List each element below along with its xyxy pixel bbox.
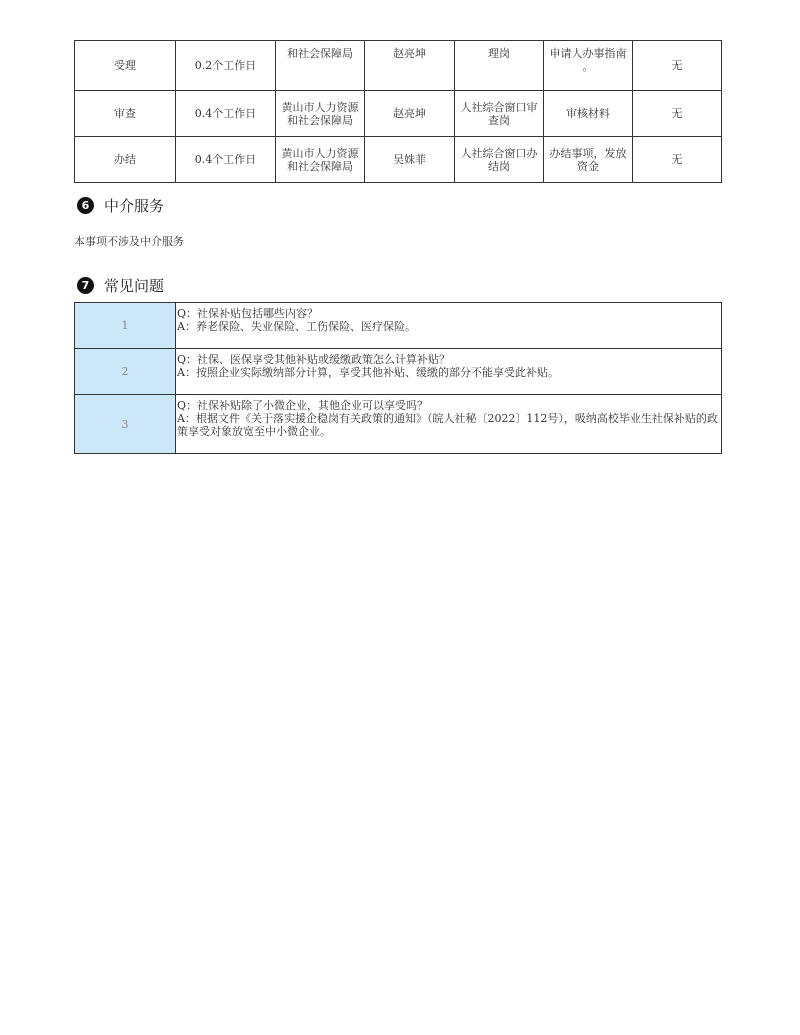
criteria-line: 申请人办事指南 [549, 47, 627, 60]
faq-question: Q：社保补贴除了小微企业，其他企业可以享受吗？ [177, 399, 429, 412]
section-6-header [77, 195, 164, 216]
step-cell: 审查 [75, 91, 176, 137]
step-cell: 办结 [75, 137, 176, 183]
dept-cell: 黄山市人力资源和社会保障局 [276, 137, 365, 183]
person-cell: 赵亮坤 [365, 91, 455, 137]
faq-row [75, 303, 722, 349]
section-7-header [77, 275, 164, 296]
intermediary-note: 本事项不涉及中介服务 [74, 235, 184, 248]
criteria-line: 办结事项，发放资金 [549, 146, 627, 173]
time-cell: 0.2个工作日 [176, 41, 276, 91]
dept-cell: 黄山市人力资源和社会保障局 [276, 91, 365, 137]
fee-cell: 无 [633, 41, 722, 91]
faq-row [75, 395, 722, 454]
faq-table [74, 302, 722, 454]
criteria-cell [544, 41, 633, 91]
post-cell: 理岗 [455, 41, 544, 91]
process-row [75, 137, 722, 183]
fee-cell: 无 [633, 91, 722, 137]
faq-row [75, 349, 722, 395]
faq-answer: A：根据文件《关于落实援企稳岗有关政策的通知》（皖人社秘〔2022〕112号），吸纳高校毕业生社保补贴的政策享受对象放宽至中小微企业。 [177, 412, 718, 438]
dept-cell: 和社会保障局 [276, 41, 365, 91]
faq-index: 1 [75, 303, 176, 349]
criteria-cell [544, 91, 633, 137]
faq-index: 3 [75, 395, 176, 454]
section-number-badge: 7 [77, 277, 94, 294]
criteria-line: 审核材料 [566, 107, 610, 120]
section-title: 中介服务 [104, 197, 165, 215]
faq-question: Q：社保补贴包括哪些内容？ [177, 307, 319, 320]
faq-content [176, 395, 722, 454]
section-title: 常见问题 [104, 277, 165, 295]
post-cell: 人社综合窗口审查岗 [455, 91, 544, 137]
criteria-cell [544, 137, 633, 183]
process-row [75, 91, 722, 137]
process-table [74, 40, 722, 183]
faq-question: Q：社保、医保享受其他补贴或缓缴政策怎么计算补贴？ [177, 353, 451, 366]
faq-answer: A：按照企业实际缴纳部分计算，享受其他补贴、缓缴的部分不能享受此补贴。 [177, 366, 559, 379]
faq-content [176, 303, 722, 349]
criteria-line: 。 [582, 60, 594, 73]
process-row [75, 41, 722, 91]
person-cell: 赵亮坤 [365, 41, 455, 91]
section-number-badge: 6 [77, 197, 94, 214]
faq-content [176, 349, 722, 395]
time-cell: 0.4个工作日 [176, 137, 276, 183]
faq-index: 2 [75, 349, 176, 395]
post-cell: 人社综合窗口办结岗 [455, 137, 544, 183]
faq-answer: A：养老保险、失业保险、工伤保险、医疗保险。 [177, 320, 416, 333]
time-cell: 0.4个工作日 [176, 91, 276, 137]
step-cell: 受理 [75, 41, 176, 91]
person-cell: 吴姝菲 [365, 137, 455, 183]
fee-cell: 无 [633, 137, 722, 183]
